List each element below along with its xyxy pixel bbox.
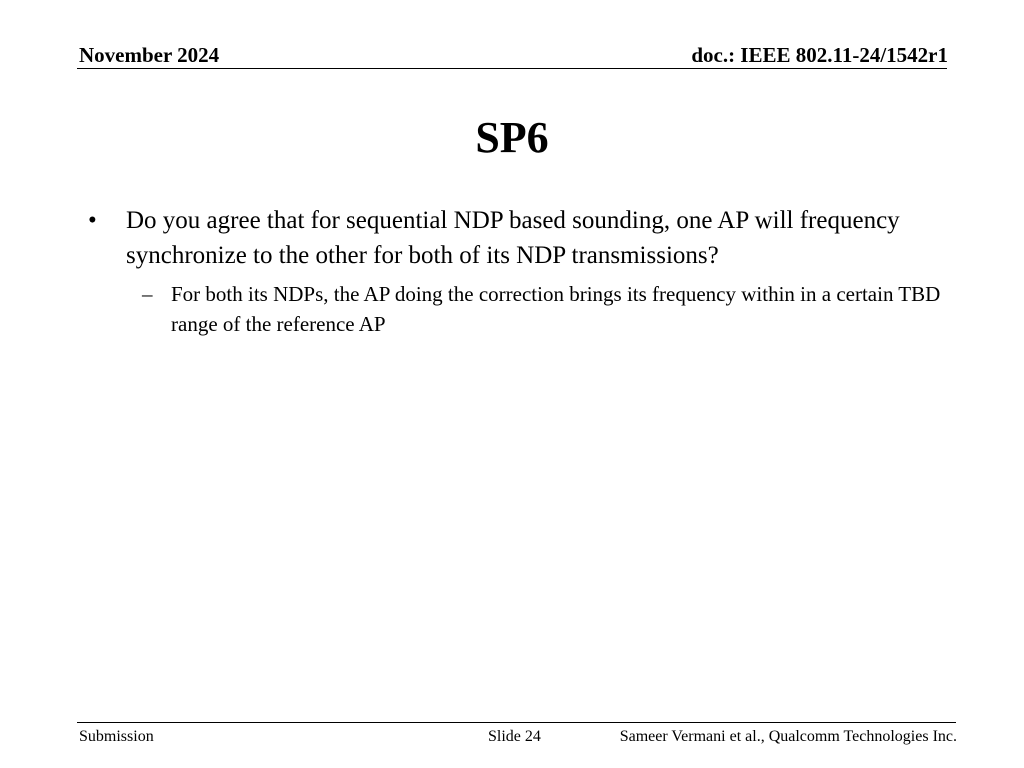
bullet-text: Do you agree that for sequential NDP based sounding, one AP will frequency synchronize to the other for both of its NDP transmissions? — [126, 207, 900, 269]
sub-bullet-text: For both its NDPs, the AP doing the correction brings its frequency within in a certain TBD range of the reference AP — [171, 282, 941, 336]
footer-slide-number: Slide 24 — [488, 728, 541, 745]
footer-divider — [77, 722, 956, 723]
sub-bullet-item — [84, 279, 951, 339]
footer-submission: Submission — [79, 728, 154, 745]
header-doc-id: doc.: IEEE 802.11-24/1542r1 — [691, 43, 948, 67]
footer-author: Sameer Vermani et al., Qualcomm Technologies Inc. — [619, 728, 957, 745]
slide-content — [84, 203, 954, 339]
header-date: November 2024 — [79, 43, 220, 67]
bullet-marker: • — [88, 207, 97, 234]
bullet-item — [84, 203, 954, 273]
sub-bullet-marker: – — [142, 282, 153, 306]
header-divider — [77, 68, 947, 69]
slide-title: SP6 — [475, 113, 549, 162]
